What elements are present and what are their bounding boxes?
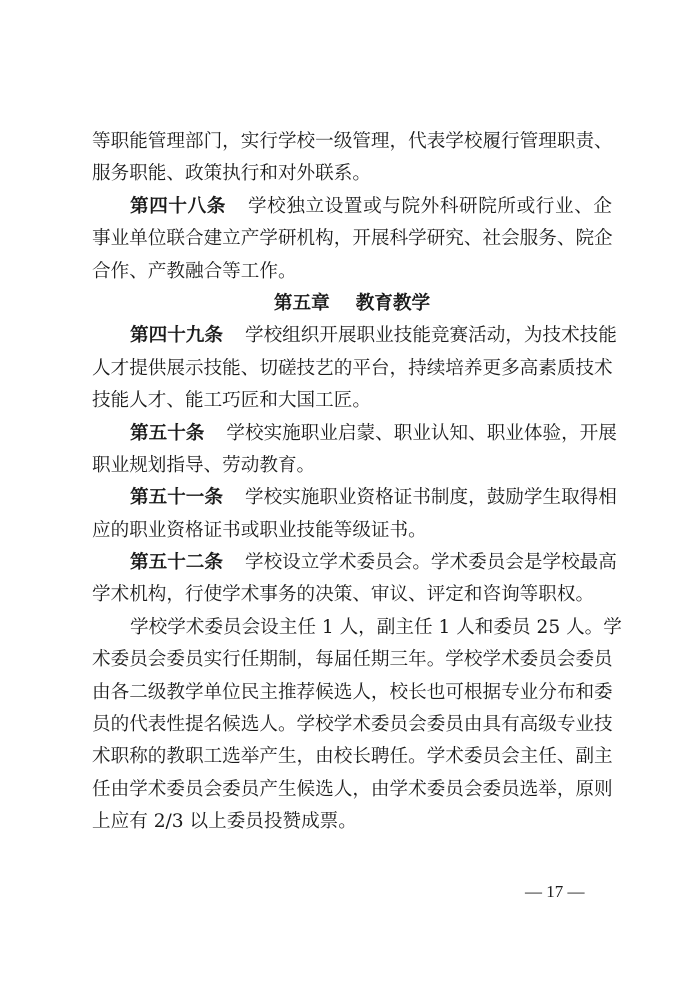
text-line: 应的职业资格证书或职业技能等级证书。 — [92, 519, 427, 541]
chapter-title: 教育教学 — [355, 292, 431, 314]
text-line: 服务职能、政策执行和对外联系。 — [92, 163, 371, 185]
text-line: 合作、产教融合等工作。 — [92, 260, 297, 282]
chapter-number: 第五章 — [273, 292, 330, 314]
text-span: 学校组织开展职业技能竞赛活动，为技术技能 — [244, 325, 617, 347]
text-line: 事业单位联合建立产学研机构，开展科学研究、社会服务、院企 — [92, 228, 613, 250]
text-span: 学校独立设置或与院外科研院所或行业、企 — [247, 195, 612, 217]
text-line: 技能人才、能工巧匠和大国工匠。 — [92, 390, 371, 412]
text-line: 等职能管理部门，实行学校一级管理，代表学校履行管理职责、 — [92, 131, 613, 152]
paragraph-first-line: 学校学术委员会设主任 1 人，副主任 1 人和委员 25 人。学 — [130, 616, 622, 638]
text-line: 任由学术委员会委员产生候选人，由学术委员会委员选举，原则 — [92, 778, 613, 800]
article-50-number: 第五十条 — [130, 422, 205, 444]
text-line: 术职称的教职工选举产生，由校长聘任。学术委员会主任、副主 — [92, 746, 613, 768]
article-52-number: 第五十二条 — [130, 552, 223, 574]
text-line: 由各二级教学单位民主推荐候选人，校长也可根据专业分布和委 — [92, 681, 613, 703]
text-line: 学术机构，行使学术事务的决策、审议、评定和咨询等职权。 — [92, 584, 595, 606]
article-48-first-line — [92, 191, 612, 223]
article-52-first-line — [92, 547, 617, 579]
text-span: 学校实施职业资格证书制度，鼓励学生取得相 — [244, 487, 617, 509]
article-50-first-line — [92, 418, 617, 450]
text-span: 学校设立学术委员会。学术委员会是学校最高 — [244, 552, 617, 574]
text-line: 员的代表性提名候选人。学校学术委员会委员由具有高级专业技 — [92, 714, 613, 736]
page-number: — 17 — — [525, 882, 585, 901]
article-49-number: 第四十九条 — [130, 325, 223, 347]
text-line: 上应有 2/3 以上委员投赞成票。 — [92, 811, 357, 833]
article-51-number: 第五十一条 — [130, 487, 223, 509]
chapter-heading — [92, 288, 612, 320]
article-49-first-line — [92, 320, 617, 352]
text-line: 人才提供展示技能、切磋技艺的平台，持续培养更多高素质技术 — [92, 357, 613, 379]
text-span: 学校实施职业启蒙、职业认知、职业体验，开展 — [226, 422, 617, 444]
article-51-first-line — [92, 482, 617, 514]
text-line: 职业规划指导、劳动教育。 — [92, 454, 316, 476]
body-text — [92, 126, 622, 839]
article-48-number: 第四十八条 — [130, 195, 226, 217]
text-line: 术委员会委员实行任期制，每届任期三年。学校学术委员会委员 — [92, 649, 613, 671]
